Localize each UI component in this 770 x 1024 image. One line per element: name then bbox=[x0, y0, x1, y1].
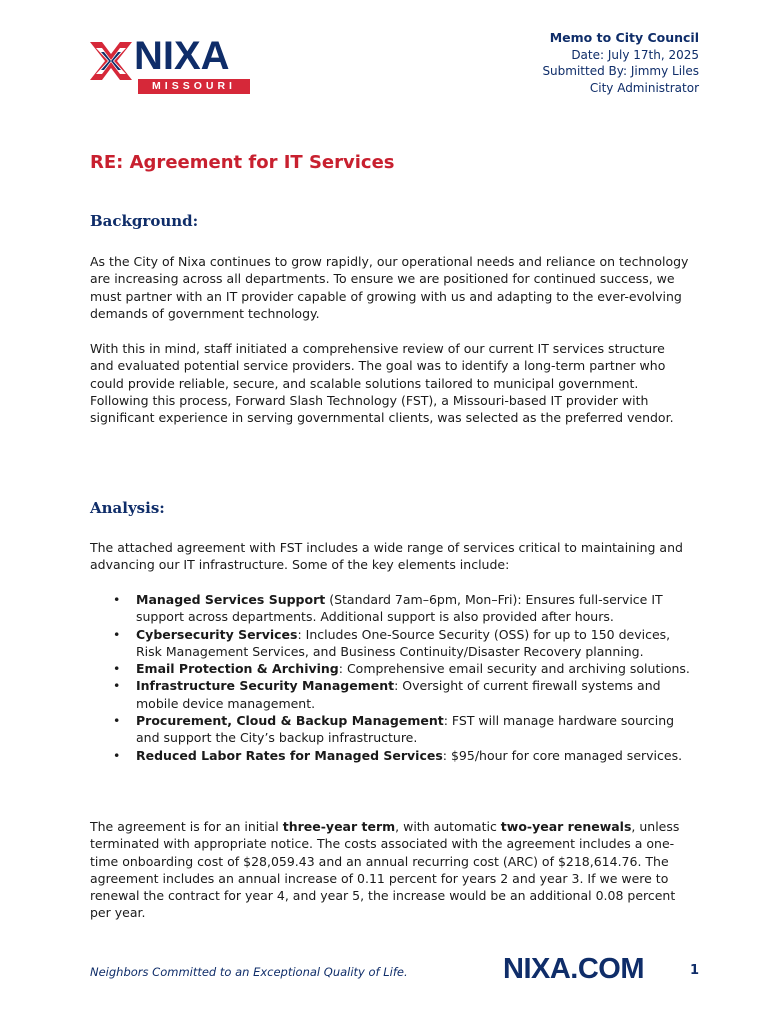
list-item-text: : FST will manage hardware sourcing and support the City’s backup infrastructure. bbox=[136, 713, 675, 746]
logo-subtitle: MISSOURI bbox=[138, 79, 250, 94]
list-item bbox=[90, 747, 690, 764]
bullet-icon: • bbox=[113, 747, 121, 763]
list-item-term: Email Protection & Archiving bbox=[136, 661, 339, 677]
key-elements-list bbox=[90, 591, 690, 764]
nixa-x-icon bbox=[88, 38, 134, 84]
bullet-icon: • bbox=[113, 592, 121, 607]
terms-text: , with automatic bbox=[395, 819, 501, 834]
list-item-term: Infrastructure Security Management bbox=[136, 678, 395, 694]
analysis-intro: The attached agreement with FST includes a wide range of services critical to maintaining and advancing our IT infrastructure. Some of the key elements include: bbox=[90, 540, 683, 573]
terms-text: The agreement is for an initial bbox=[90, 819, 283, 834]
memo-title: Memo to City Council bbox=[549, 30, 699, 45]
list-item bbox=[90, 591, 690, 626]
background-paragraph-2: With this in mind, staff initiated a comprehensive review of our current IT services structure and evaluated potential service providers. The goal was to identify a long-term partner who could provide reliable, secure, and scalable solutions tailored to municipal government. Following this process, Forward Slash Technology (FST), a Missouri-based IT provider with significant experience in serving governmental clients, was selected as the preferred vendor. bbox=[90, 341, 674, 426]
bullet-icon: • bbox=[113, 626, 121, 642]
list-item-text: : $95/hour for core managed services. bbox=[442, 747, 683, 763]
bullet-icon: • bbox=[113, 678, 121, 694]
list-item-term: Reduced Labor Rates for Managed Services bbox=[136, 747, 443, 763]
agreement-terms-paragraph bbox=[90, 818, 690, 922]
list-item bbox=[90, 660, 690, 677]
list-item-text: : Includes One-Source Security (OSS) for up to 150 devices, Risk Management Services, and Business Continuity/Disaster Recovery planning. bbox=[136, 626, 671, 659]
terms-text: , unless terminated with appropriate notice. The costs associated with the agreement includes a one-time onboarding cost of $28,059.43 and an annual recurring cost (ARC) of $218,614.76. The agreement includes an annual increase of 0.11 percent for years 2 and year 3. If we were to renewal the contract for year 4, and year 5, the increase would be an additional 0.08 percent per year. bbox=[90, 819, 680, 921]
footer-slogan: Neighbors Committed to an Exceptional Quality of Life. bbox=[90, 965, 408, 979]
terms-bold-renewals: two-year renewals bbox=[500, 819, 632, 834]
memo-header bbox=[542, 30, 699, 96]
list-item bbox=[90, 677, 690, 712]
list-item-text: : Comprehensive email security and archiving solutions. bbox=[338, 661, 690, 677]
list-item-term: Cybersecurity Services bbox=[136, 626, 298, 642]
list-item-text: (Standard 7am–6pm, Mon–Fri): Ensures full-service IT support across departments. Additional support is also provided after hours. bbox=[136, 592, 663, 625]
page-number: 1 bbox=[690, 963, 700, 978]
list-item-term: Managed Services Support bbox=[136, 592, 326, 607]
terms-bold-three-year: three-year term bbox=[282, 819, 396, 834]
footer-website: NIXA.COM bbox=[503, 953, 644, 985]
list-item-term: Procurement, Cloud & Backup Management bbox=[136, 713, 444, 729]
list-item bbox=[90, 626, 690, 661]
re-title: RE: Agreement for IT Services bbox=[90, 152, 395, 173]
memo-role: City Administrator bbox=[589, 80, 699, 95]
list-item-text: : Oversight of current firewall systems and mobile device management. bbox=[136, 678, 661, 711]
background-paragraph-1: As the City of Nixa continues to grow rapidly, our operational needs and reliance on technology are increasing across all departments. To ensure we are positioned for continued success, we must partner with an IT provider capable of growing with us and adapting to the ever-evolving demands of government technology. bbox=[90, 254, 689, 321]
analysis-heading: Analysis: bbox=[90, 499, 165, 517]
logo-wordmark: NIXA bbox=[134, 34, 230, 78]
list-item bbox=[90, 712, 690, 747]
bullet-icon: • bbox=[113, 661, 121, 677]
memo-date: Date: July 17th, 2025 bbox=[571, 47, 699, 62]
background-heading: Background: bbox=[90, 212, 199, 230]
memo-submitted-by: Submitted By: Jimmy Liles bbox=[542, 64, 699, 78]
nixa-logo bbox=[88, 36, 253, 96]
bullet-icon: • bbox=[113, 713, 121, 729]
